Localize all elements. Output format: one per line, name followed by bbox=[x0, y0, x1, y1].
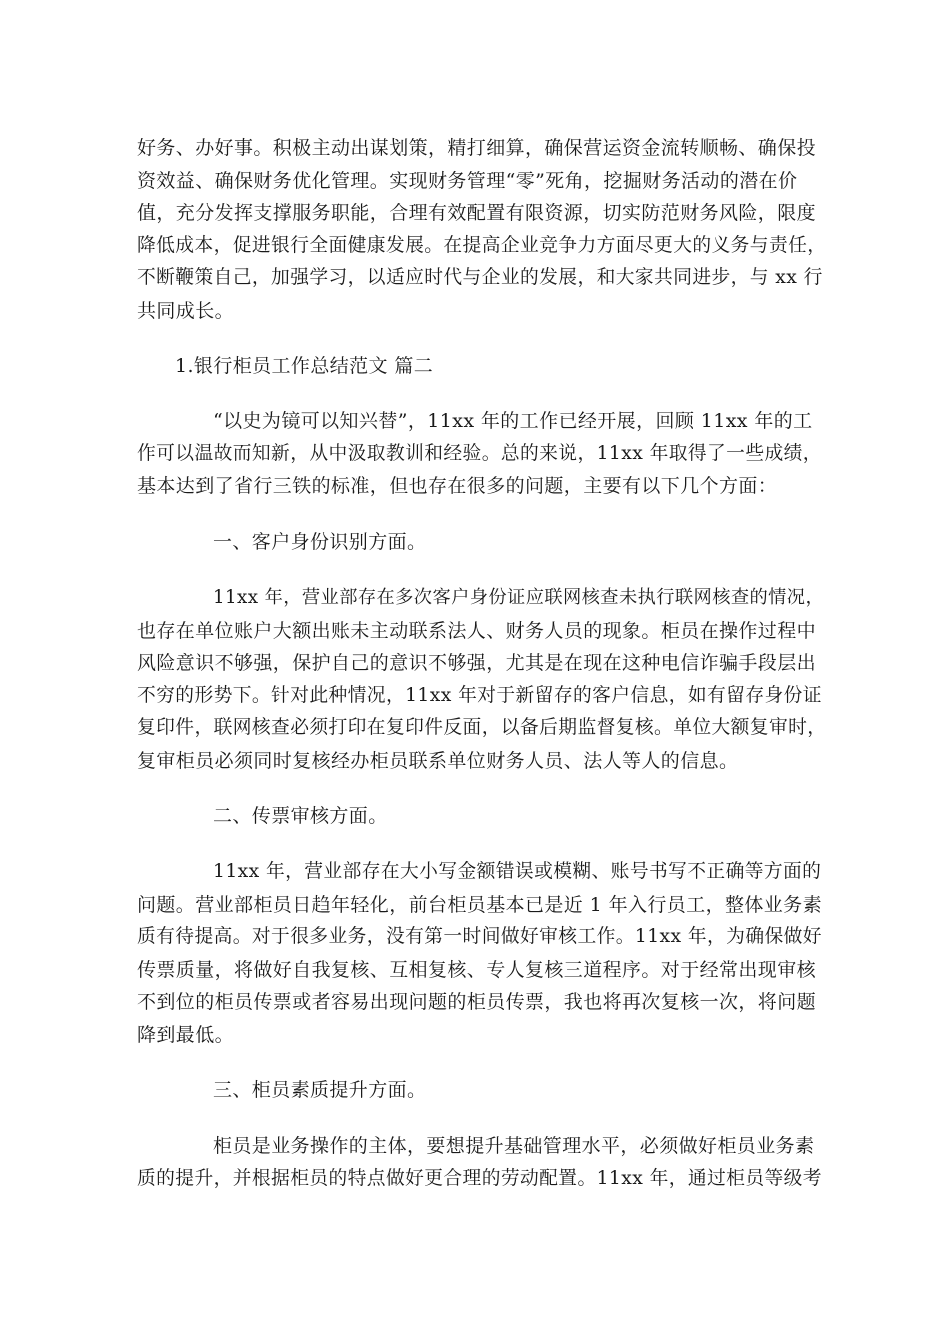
heading-voucher-review bbox=[137, 800, 827, 833]
text-line: 问题。营业部柜员日趋年轻化，前台柜员基本已是近 1 年入行员工，整体业务素 bbox=[137, 893, 822, 916]
text-line: 资效益、确保财务优化管理。实现财务管理“零”死角，挖掘财务活动的潜在价 bbox=[137, 169, 798, 192]
text-line: 作可以温故而知新，从中汲取教训和经验。总的来说，11xx 年取得了一些成绩， bbox=[137, 442, 822, 464]
text-line: 值，充分发挥支撑服务职能，合理有效配置有限资源，切实防范财务风险，限度 bbox=[137, 202, 817, 224]
text-line: 不到位的柜员传票或者容易出现问题的柜员传票，我也将再次复核一次，将问题 bbox=[137, 991, 817, 1013]
paragraph-voucher-review bbox=[137, 856, 827, 1051]
text-line: 质有待提高。对于很多业务，没有第一时间做好审核工作。11xx 年，为确保做好 bbox=[137, 926, 822, 947]
text-line: 降低成本，促进银行全面健康发展。在提高企业竞争力方面尽更大的义务与责任， bbox=[137, 234, 827, 256]
paragraph-intro bbox=[137, 405, 827, 503]
text-line: “以史为镜可以知兴替”，11xx 年的工作已经开展，回顾 11xx 年的工 bbox=[213, 410, 813, 432]
text-line: 共同成长。 bbox=[137, 299, 235, 322]
text-line: 11xx 年，营业部存在大小写金额错误或模糊、账号书写不正确等方面的 bbox=[213, 861, 822, 882]
text-line: 基本达到了省行三铁的标准，但也存在很多的问题，主要有以下几个方面： bbox=[137, 475, 778, 497]
text-line: 复审柜员必须同时复核经办柜员联系单位财务人员、法人等人的信息。 bbox=[137, 749, 739, 772]
text-line: 好务、办好事。积极主动出谋划策，精打细算，确保营运资金流转顺畅、确保投 bbox=[137, 137, 817, 159]
text-line: 11xx 年，营业部存在多次客户身份证应联网核查未执行联网核查的情况， bbox=[213, 587, 825, 608]
paragraph-customer-identification bbox=[137, 582, 827, 777]
section-title bbox=[137, 350, 827, 383]
text-line: 质的提升，并根据柜员的特点做好更合理的劳动配置。11xx 年，通过柜员等级考 bbox=[137, 1167, 822, 1189]
heading-text: 二、传票审核方面。 bbox=[213, 805, 388, 827]
text-line: 柜员是业务操作的主体，要想提升基础管理水平，必须做好柜员业务素 bbox=[213, 1135, 815, 1157]
text-line: 也存在单位账户大额出账未主动联系法人、财务人员的现象。柜员在操作过程中 bbox=[137, 619, 817, 642]
heading-teller-quality bbox=[137, 1074, 827, 1107]
text-line: 不穷的形势下。针对此种情况，11xx 年对于新留存的客户信息，如有留存身份证 bbox=[137, 684, 822, 706]
section-title-text: 1.银行柜员工作总结范文 篇二 bbox=[175, 355, 434, 377]
text-line: 传票质量，将做好自我复核、互相复核、专人复核三道程序。对于经常出现审核 bbox=[137, 958, 817, 981]
text-line: 复印件，联网核查必须打印在复印件反面，以备后期监督复核。单位大额复审时， bbox=[137, 717, 827, 738]
heading-customer-identification bbox=[137, 526, 827, 559]
paragraph-teller-quality bbox=[137, 1130, 827, 1195]
text-line: 不断鞭策自己，加强学习，以适应时代与企业的发展，和大家共同进步，与 xx 行 bbox=[137, 267, 823, 288]
heading-text: 三、柜员素质提升方面。 bbox=[213, 1079, 427, 1101]
heading-text: 一、客户身份识别方面。 bbox=[213, 531, 427, 553]
text-line: 风险意识不够强，保护自己的意识不够强，尤其是在现在这种电信诈骗手段层出 bbox=[137, 652, 817, 674]
text-line: 降到最低。 bbox=[137, 1023, 235, 1046]
paragraph-conclusion bbox=[137, 132, 827, 327]
